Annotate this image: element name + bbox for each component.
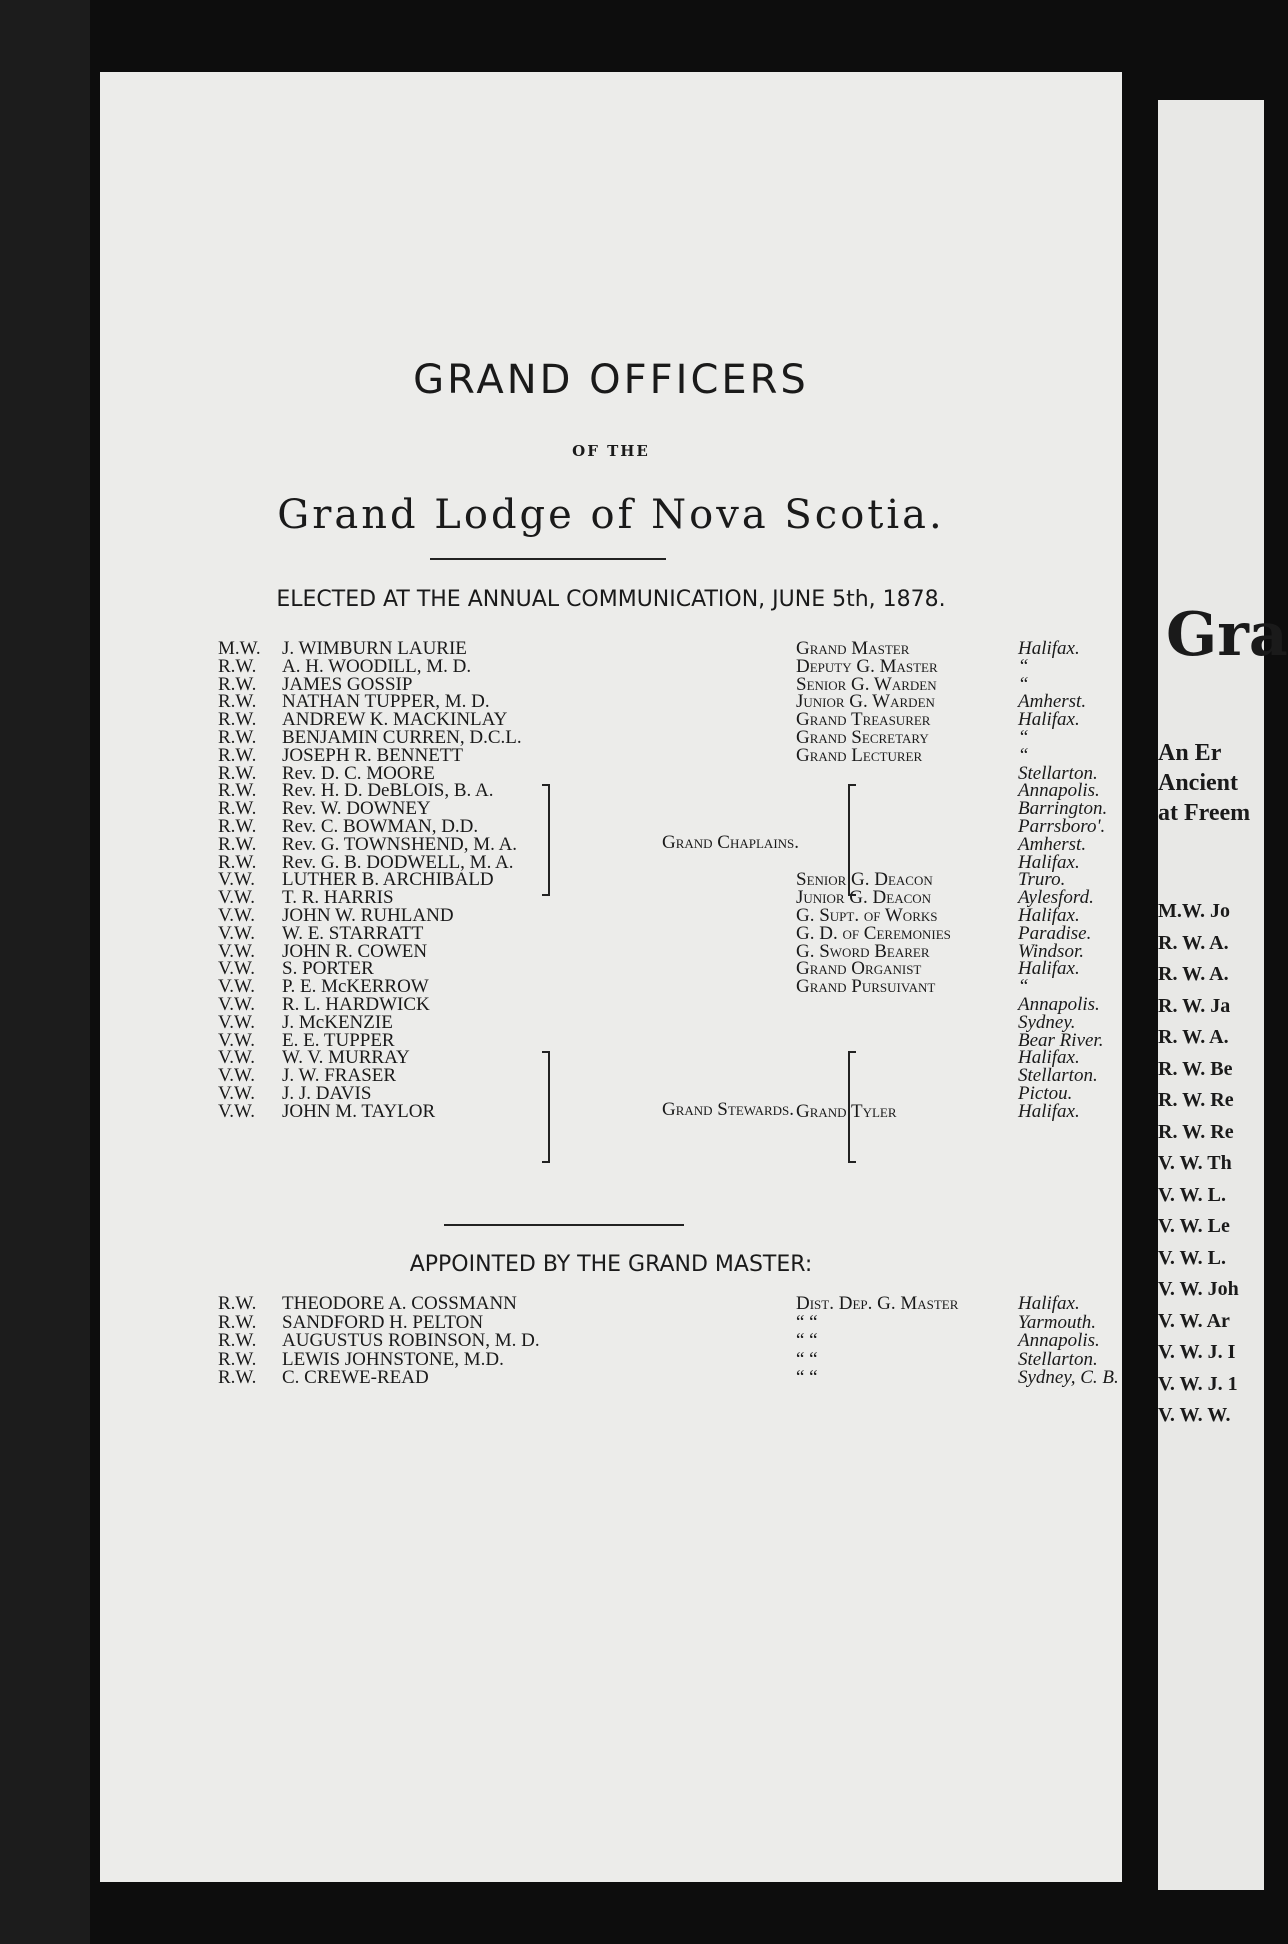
rank: V.W. <box>218 994 255 1015</box>
place: “ <box>1018 727 1029 748</box>
office: “ “ <box>796 1330 818 1351</box>
rank: V.W. <box>218 976 255 998</box>
place: Parrsboro'. <box>1018 816 1106 837</box>
rank: R.W. <box>218 1348 257 1370</box>
rank: V.W. <box>218 1029 255 1051</box>
place: Annapolis. <box>1018 1330 1100 1351</box>
place: “ <box>1018 744 1029 766</box>
officer-name: S. PORTER <box>282 958 374 980</box>
rank: V.W. <box>218 869 255 891</box>
officer-name: Rev. D. C. MOORE <box>282 762 435 784</box>
facing-line: Ancient <box>1158 770 1238 796</box>
office: Senior G. Warden <box>796 673 937 695</box>
office: “ “ <box>796 1367 818 1388</box>
place: Sydney, C. B. <box>1018 1367 1119 1388</box>
rank: R.W. <box>218 709 257 731</box>
facing-list-item: V. W. W. <box>1158 1404 1231 1426</box>
place: Truro. <box>1018 869 1066 891</box>
officer-name: JOHN M. TAYLOR <box>282 1100 436 1122</box>
rank: R.W. <box>218 673 257 695</box>
facing-list-item: V. W. Ar <box>1158 1309 1230 1332</box>
officer-name: JAMES GOSSIP <box>282 673 413 695</box>
officer-name: NATHAN TUPPER, M. D. <box>282 691 490 713</box>
place: “ <box>1018 673 1029 695</box>
office: Grand Treasurer <box>796 709 931 731</box>
officer-name: A. H. WOODILL, M. D. <box>282 655 472 677</box>
chaplains-brace-right <box>848 784 856 896</box>
place: Halifax. <box>1018 638 1080 659</box>
place: Bear River. <box>1018 1029 1104 1051</box>
officer-name: J. J. DAVIS <box>282 1083 372 1104</box>
place: Sydney. <box>1018 1011 1076 1033</box>
place: Stellarton. <box>1018 1065 1098 1087</box>
rank: R.W. <box>218 780 257 802</box>
facing-list-item: R. W. A. <box>1158 931 1229 954</box>
rank: R.W. <box>218 655 257 677</box>
office: G. D. of Ceremonies <box>796 922 951 944</box>
rank: V.W. <box>218 922 255 944</box>
office: G. Sword Bearer <box>796 940 930 962</box>
rank: R.W. <box>218 1367 257 1388</box>
facing-list-item: R. W. Be <box>1158 1057 1233 1080</box>
place: Halifax. <box>1018 851 1080 873</box>
officer-name: Rev. H. D. DeBLOIS, B. A. <box>282 780 494 802</box>
place: Halifax. <box>1018 1047 1080 1069</box>
facing-gothic-heading: Gra <box>1166 600 1288 670</box>
facing-list-item: V. W. L. <box>1158 1246 1227 1269</box>
officer-name: THEODORE A. COSSMANN <box>282 1293 517 1314</box>
place: Aylesford. <box>1018 887 1094 909</box>
office: G. Supt. of Works <box>796 905 938 926</box>
office: Deputy G. Master <box>796 655 938 677</box>
facing-list-item: R. W. A. <box>1158 963 1229 985</box>
rank: R.W. <box>218 833 257 855</box>
place: “ <box>1018 655 1029 677</box>
officer-name: T. R. HARRIS <box>282 887 394 909</box>
appointed-heading: APPOINTED BY THE GRAND MASTER: <box>409 1252 813 1277</box>
of-the-line: OF THE <box>572 442 650 460</box>
facing-line: at Freem <box>1158 800 1251 826</box>
office: Grand Secretary <box>796 727 929 748</box>
divider <box>430 558 666 560</box>
rank: R.W. <box>218 798 257 820</box>
officer-name: W. V. MURRAY <box>282 1047 410 1069</box>
facing-list-item: R. W. Re <box>1158 1089 1234 1111</box>
place: Halifax. <box>1018 1293 1080 1314</box>
chaplains-brace-left <box>542 784 550 896</box>
rank: V.W. <box>218 1047 255 1069</box>
office: Grand Lecturer <box>796 744 923 766</box>
officer-name: JOHN W. RUHLAND <box>282 905 454 926</box>
rank: R.W. <box>218 851 257 873</box>
place: Amherst. <box>1018 833 1087 855</box>
rank: M.W. <box>218 638 261 659</box>
office: “ “ <box>796 1311 818 1333</box>
facing-list-item: V. W. J. I <box>1158 1341 1236 1363</box>
rank: R.W. <box>218 691 257 713</box>
divider-2 <box>444 1224 684 1226</box>
facing-list-item: V. W. Joh <box>1158 1278 1239 1300</box>
place: Stellarton. <box>1018 762 1098 784</box>
rank: V.W. <box>218 1011 255 1033</box>
facing-list-item: V. W. J. 1 <box>1158 1372 1238 1395</box>
rank: R.W. <box>218 744 257 766</box>
officer-name: P. E. McKERROW <box>282 976 429 998</box>
place: Annapolis. <box>1018 780 1100 802</box>
office: Grand Pursuivant <box>796 976 936 998</box>
facing-list-item: R. W. Re <box>1158 1120 1234 1143</box>
chaplains-label: Grand Chaplains. <box>662 832 800 853</box>
officer-name: J. McKENZIE <box>282 1011 393 1033</box>
rank: V.W. <box>218 958 255 980</box>
office: Junior G. Deacon <box>796 887 932 909</box>
place: Halifax. <box>1018 958 1080 980</box>
office: Grand Master <box>796 638 910 659</box>
officer-name: JOSEPH R. BENNETT <box>282 744 464 766</box>
rank: R.W. <box>218 762 257 784</box>
officer-name: R. L. HARDWICK <box>282 994 430 1015</box>
place: Paradise. <box>1018 922 1092 944</box>
place: Barrington. <box>1018 798 1108 820</box>
appointed-row <box>218 1366 1119 1390</box>
officer-name: E. E. TUPPER <box>282 1029 395 1051</box>
place: Yarmouth. <box>1018 1311 1096 1333</box>
place: Pictou. <box>1018 1083 1073 1104</box>
place: Halifax. <box>1018 1100 1080 1122</box>
office: Grand Organist <box>796 958 922 980</box>
place: Halifax. <box>1018 905 1080 926</box>
officer-name: J. WIMBURN LAURIE <box>282 638 467 659</box>
facing-list-item: M.W. Jo <box>1158 900 1231 922</box>
place: “ <box>1018 976 1029 998</box>
rank: R.W. <box>218 816 257 837</box>
officer-name: ANDREW K. MACKINLAY <box>282 709 508 731</box>
facing-page <box>1158 100 1288 1890</box>
book-binding <box>0 0 90 1944</box>
officer-name: LUTHER B. ARCHIBALD <box>282 869 494 891</box>
rank: R.W. <box>218 1293 257 1314</box>
place: Annapolis. <box>1018 994 1100 1015</box>
rank: V.W. <box>218 1083 255 1104</box>
facing-list-item: V. W. L. <box>1158 1183 1227 1206</box>
officer-name: Rev. C. BOWMAN, D.D. <box>282 816 479 837</box>
officer-name: Rev. G. TOWNSHEND, M. A. <box>282 833 518 855</box>
rank: V.W. <box>218 905 255 926</box>
office: Grand Tyler <box>796 1100 897 1122</box>
officer-name: W. E. STARRATT <box>282 922 424 944</box>
rank: V.W. <box>218 940 255 962</box>
rank: R.W. <box>218 1311 257 1333</box>
officer-name: BENJAMIN CURREN, D.C.L. <box>282 727 522 748</box>
stewards-brace-right <box>848 1051 856 1163</box>
officer-name: Rev. G. B. DODWELL, M. A. <box>282 851 514 873</box>
office: Senior G. Deacon <box>796 869 933 891</box>
rank: R.W. <box>218 727 257 748</box>
place: Stellarton. <box>1018 1348 1098 1370</box>
officer-name: C. CREWE-READ <box>282 1367 429 1388</box>
office: Junior G. Warden <box>796 691 935 713</box>
rank: V.W. <box>218 1065 255 1087</box>
facing-list-item: V. W. Le <box>1158 1215 1230 1237</box>
place: Amherst. <box>1018 691 1087 713</box>
place: Halifax. <box>1018 709 1080 731</box>
rank: R.W. <box>218 1330 257 1351</box>
facing-list-item: R. W. Ja <box>1158 994 1231 1017</box>
officers-row <box>218 1100 1098 1124</box>
rank: V.W. <box>218 887 255 909</box>
office: Dist. Dep. G. Master <box>796 1293 959 1314</box>
office: “ “ <box>796 1348 818 1370</box>
stewards-label: Grand Stewards. <box>662 1099 795 1120</box>
lodge-title: Grand Lodge of Nova Scotia. <box>277 492 945 538</box>
facing-list-item: R. W. A. <box>1158 1026 1229 1048</box>
facing-list-item: V. W. Th <box>1158 1152 1232 1174</box>
officer-name: J. W. FRASER <box>282 1065 397 1087</box>
left-page <box>100 72 1122 1882</box>
officer-name: AUGUSTUS ROBINSON, M. D. <box>282 1330 540 1351</box>
page-title: GRAND OFFICERS <box>413 357 809 403</box>
officer-name: SANDFORD H. PELTON <box>282 1311 484 1333</box>
officer-name: JOHN R. COWEN <box>282 940 428 962</box>
officer-name: Rev. W. DOWNEY <box>282 798 431 820</box>
facing-line: An Er <box>1158 740 1222 766</box>
elected-line: ELECTED AT THE ANNUAL COMMUNICATION, JUNE 5th, 1878. <box>276 587 946 612</box>
rank: V.W. <box>218 1100 255 1122</box>
stewards-brace-left <box>542 1051 550 1163</box>
officer-name: LEWIS JOHNSTONE, M.D. <box>282 1348 504 1370</box>
place: Windsor. <box>1018 940 1084 962</box>
